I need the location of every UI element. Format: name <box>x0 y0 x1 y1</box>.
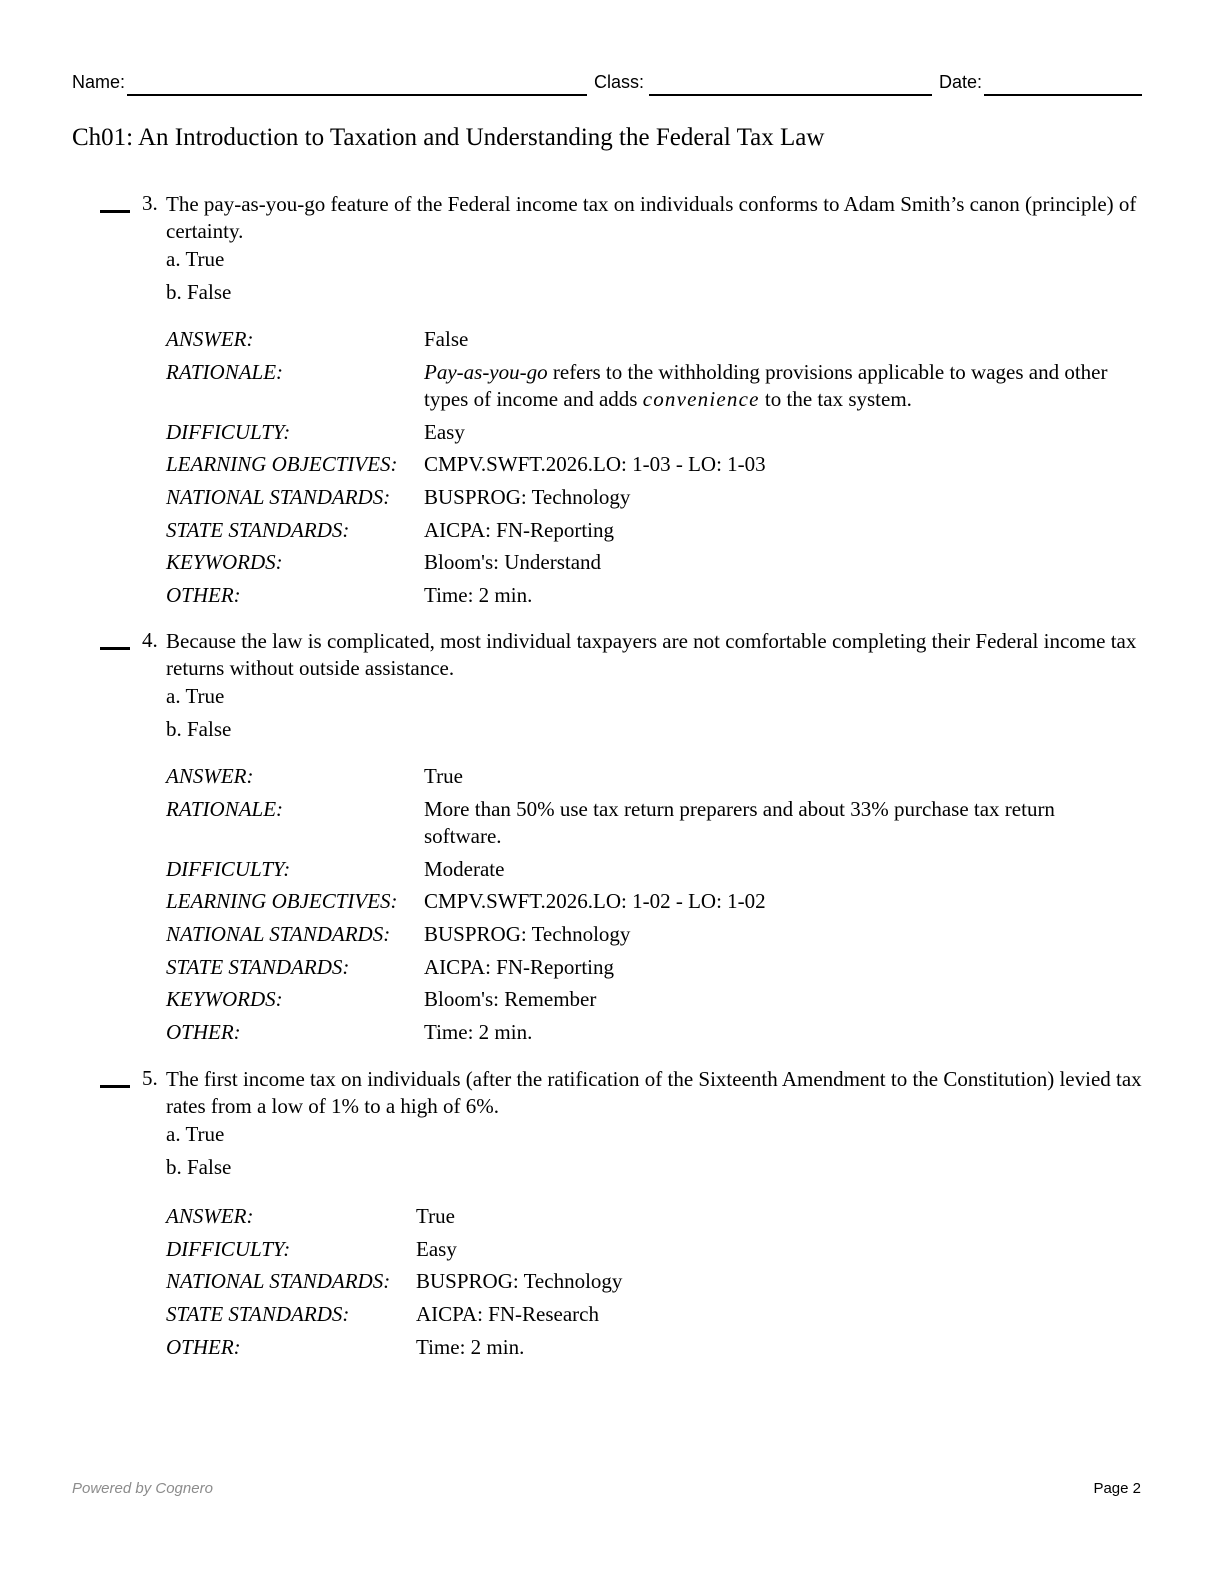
difficulty-value: Moderate <box>424 857 505 881</box>
keywords-label: KEYWORDS: <box>166 987 283 1011</box>
option-b[interactable]: b. False <box>166 717 232 741</box>
learning-objectives-label: LEARNING OBJECTIVES: <box>166 889 398 913</box>
keywords-value: Bloom's: Understand <box>424 550 602 574</box>
other-value: Time: 2 min. <box>424 1020 533 1044</box>
learning-objectives-value: CMPV.SWFT.2026.LO: 1-03 - LO: 1-03 <box>424 452 766 476</box>
difficulty-value: Easy <box>416 1237 457 1261</box>
date-label: Date: <box>939 72 983 92</box>
rationale-label: RATIONALE: <box>166 360 284 384</box>
other-value: Time: 2 min. <box>424 583 533 607</box>
question-text: Because the law is complicated, most individual taxpayers are not comfortable completing their Federal income tax returns without outside assistance. <box>166 629 1137 680</box>
national-standards-value: BUSPROG: Technology <box>416 1269 623 1293</box>
page-number: Page 2 <box>1093 1480 1141 1497</box>
option-a[interactable]: a. True <box>166 247 225 271</box>
national-standards-label: NATIONAL STANDARDS: <box>166 922 391 946</box>
answer-value: False <box>424 327 469 351</box>
state-standards-value: AICPA: FN-Research <box>416 1302 599 1326</box>
question-number: 5. <box>142 1066 158 1090</box>
rationale-value: Pay-as-you-go refers to the withholding provisions applicable to wages and other types of income and adds convenience to the tax system. <box>424 360 1108 411</box>
state-standards-label: STATE STANDARDS: <box>166 955 350 979</box>
difficulty-label: DIFFICULTY: <box>166 857 291 881</box>
difficulty-label: DIFFICULTY: <box>166 1237 291 1261</box>
state-standards-value: AICPA: FN-Reporting <box>424 518 614 542</box>
keywords-value: Bloom's: Remember <box>424 987 597 1011</box>
difficulty-label: DIFFICULTY: <box>166 420 291 444</box>
other-label: OTHER: <box>166 583 241 607</box>
answer-label: ANSWER: <box>166 327 254 351</box>
question-number: 3. <box>142 191 158 215</box>
national-standards-label: NATIONAL STANDARDS: <box>166 1269 391 1293</box>
answer-value: True <box>424 764 463 788</box>
question-text: The pay-as-you-go feature of the Federal income tax on individuals conforms to Adam Smith’s canon (principle) of certainty. <box>166 192 1137 243</box>
option-a[interactable]: a. True <box>166 684 225 708</box>
learning-objectives-value: CMPV.SWFT.2026.LO: 1-02 - LO: 1-02 <box>424 889 766 913</box>
name-label: Name: <box>72 72 126 92</box>
answer-blank[interactable] <box>100 1085 130 1088</box>
rationale-label: RATIONALE: <box>166 797 284 821</box>
national-standards-value: BUSPROG: Technology <box>424 922 631 946</box>
option-a[interactable]: a. True <box>166 1122 225 1146</box>
rationale-emphasis: convenience <box>642 387 760 411</box>
learning-objectives-label: LEARNING OBJECTIVES: <box>166 452 398 476</box>
state-standards-value: AICPA: FN-Reporting <box>424 955 614 979</box>
option-b[interactable]: b. False <box>166 280 232 304</box>
national-standards-value: BUSPROG: Technology <box>424 485 631 509</box>
other-value: Time: 2 min. <box>416 1335 525 1359</box>
state-standards-label: STATE STANDARDS: <box>166 1302 350 1326</box>
class-field[interactable] <box>649 94 932 96</box>
option-b[interactable]: b. False <box>166 1155 232 1179</box>
rationale-emphasis: Pay-as-you-go <box>424 360 548 384</box>
national-standards-label: NATIONAL STANDARDS: <box>166 485 391 509</box>
question-text: The first income tax on individuals (after the ratification of the Sixteenth Amendment to the Constitution) levied tax rates from a low of 1% to a high of 6%. <box>166 1067 1142 1118</box>
answer-label: ANSWER: <box>166 1204 254 1228</box>
keywords-label: KEYWORDS: <box>166 550 283 574</box>
answer-blank[interactable] <box>100 647 130 650</box>
answer-value: True <box>416 1204 455 1228</box>
rationale-value: More than 50% use tax return preparers and about 33% purchase tax return software. <box>424 797 1055 848</box>
answer-blank[interactable] <box>100 210 130 213</box>
chapter-title: Ch01: An Introduction to Taxation and Understanding the Federal Tax Law <box>72 124 825 151</box>
other-label: OTHER: <box>166 1335 241 1359</box>
powered-by-text: Powered by Cognero <box>72 1480 213 1497</box>
state-standards-label: STATE STANDARDS: <box>166 518 350 542</box>
other-label: OTHER: <box>166 1020 241 1044</box>
date-field[interactable] <box>984 94 1142 96</box>
class-label: Class: <box>594 72 645 92</box>
question-number: 4. <box>142 628 158 652</box>
difficulty-value: Easy <box>424 420 465 444</box>
name-field[interactable] <box>127 94 587 96</box>
answer-label: ANSWER: <box>166 764 254 788</box>
